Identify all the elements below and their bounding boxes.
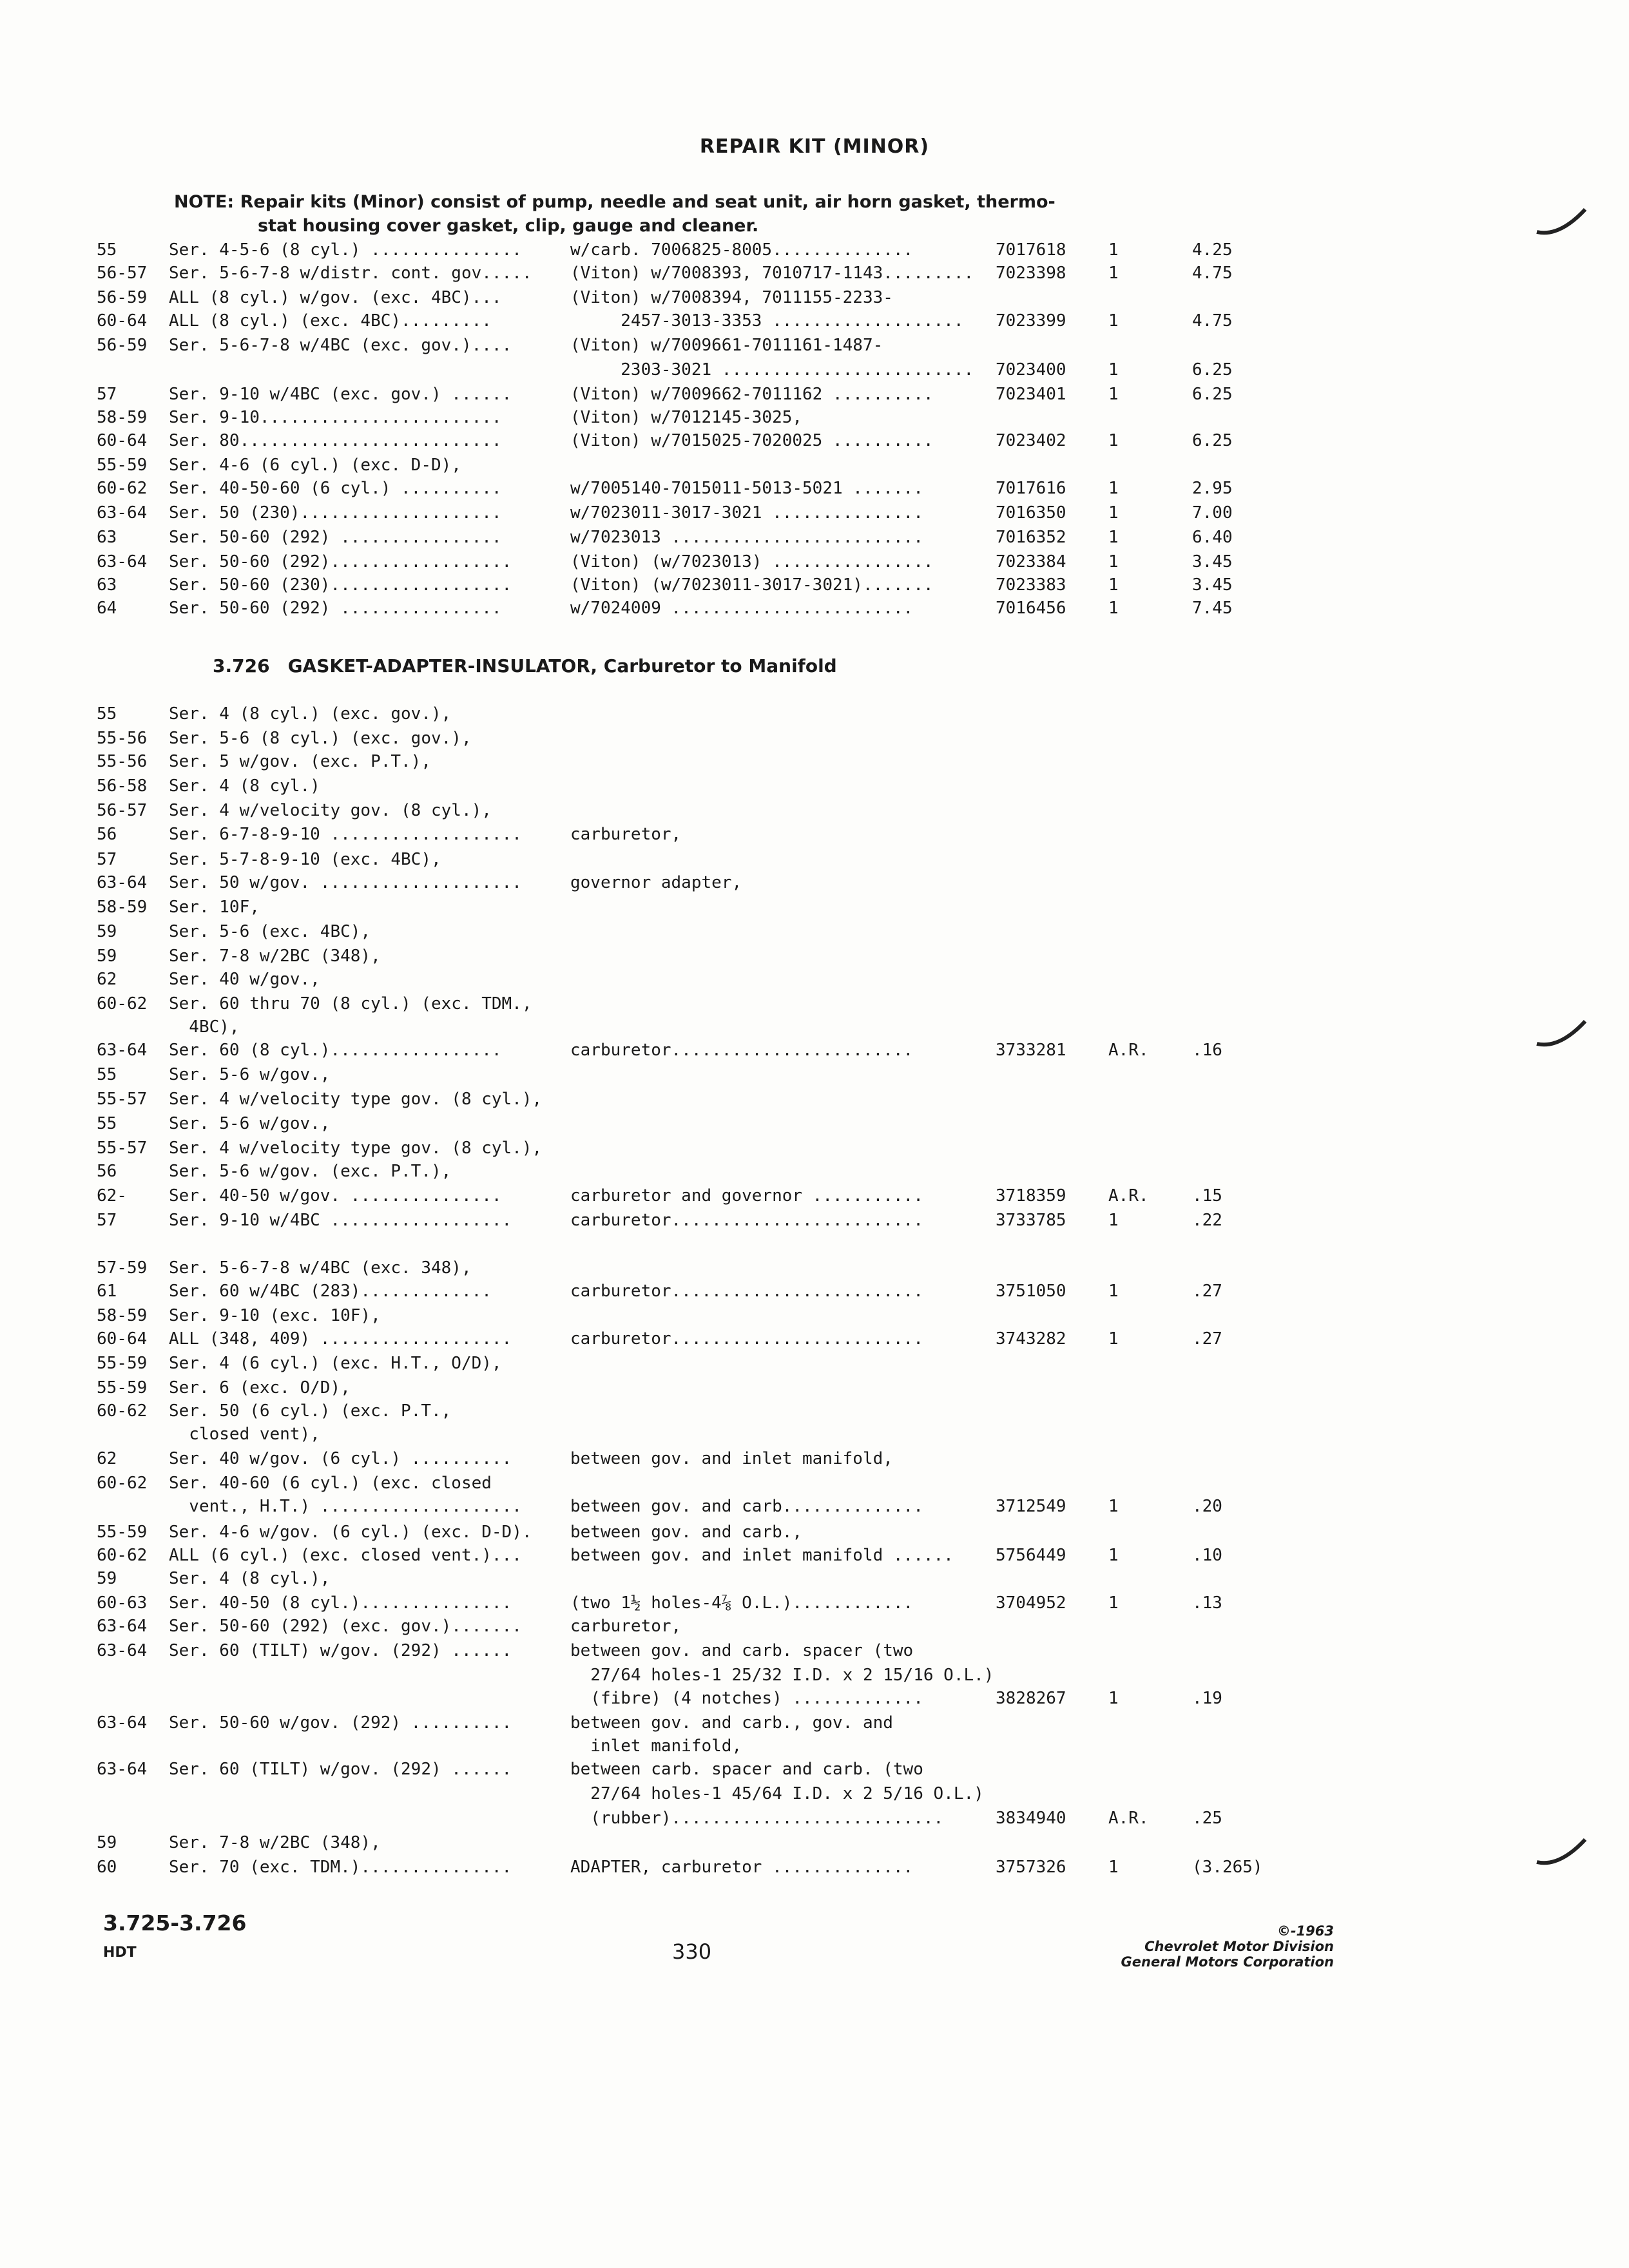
- table-row: [0, 1256, 1629, 1280]
- part-number-cell: 7016350: [996, 503, 1066, 523]
- table-row: [0, 727, 1629, 751]
- table-row: [0, 1664, 1629, 1687]
- year-cell: 55-59: [97, 1378, 148, 1398]
- application-cell: ALL (6 cyl.) (exc. closed vent.)...: [169, 1546, 522, 1565]
- year-cell: 58-59: [97, 898, 148, 917]
- part-number-cell: 3751050: [996, 1282, 1066, 1301]
- year-cell: 56-57: [97, 801, 148, 820]
- page-number: 330: [672, 1939, 712, 1964]
- part-number-cell: 3704952: [996, 1593, 1066, 1613]
- price-cell: 3.45: [1192, 552, 1233, 572]
- price-cell: .27: [1192, 1329, 1222, 1349]
- application-cell: Ser. 5-6 (exc. 4BC),: [169, 922, 371, 941]
- table-row: [0, 1063, 1629, 1087]
- year-cell: 60-62: [97, 1546, 148, 1565]
- application-cell: Ser. 80..........................: [169, 431, 502, 450]
- description-cell: 2303-3021 .........................: [570, 360, 974, 380]
- year-cell: 56-59: [97, 288, 148, 307]
- part-number-cell: 7016456: [996, 599, 1066, 618]
- description-cell: w/7005140-7015011-5013-5021 .......: [570, 479, 923, 498]
- year-cell: 60-62: [97, 1474, 148, 1493]
- year-cell: 59: [97, 1569, 117, 1588]
- quantity-cell: 1: [1108, 240, 1119, 260]
- year-cell: 63: [97, 575, 117, 595]
- quantity-cell: 1: [1108, 360, 1119, 380]
- part-number-cell: 7017616: [996, 479, 1066, 498]
- description-cell: carburetor.........................: [570, 1211, 923, 1230]
- application-cell: Ser. 60 (TILT) w/gov. (292) ......: [169, 1760, 512, 1779]
- price-cell: 4.75: [1192, 264, 1233, 283]
- application-cell: Ser. 5-6 w/gov. (exc. P.T.),: [169, 1162, 452, 1181]
- price-cell: 3.45: [1192, 575, 1233, 595]
- year-cell: 62-: [97, 1186, 127, 1206]
- year-cell: 63-64: [97, 1713, 148, 1733]
- application-cell: Ser. 40 w/gov.,: [169, 970, 320, 989]
- price-cell: 7.00: [1192, 503, 1233, 523]
- quantity-cell: A.R.: [1108, 1186, 1149, 1206]
- year-cell: 61: [97, 1282, 117, 1301]
- year-cell: 63-64: [97, 1041, 148, 1060]
- table-row: [0, 799, 1629, 823]
- application-cell: Ser. 5-6 w/gov.,: [169, 1065, 331, 1084]
- year-cell: 55-56: [97, 752, 148, 771]
- quantity-cell: A.R.: [1108, 1809, 1149, 1828]
- application-cell: Ser. 50-60 (292) ................: [169, 599, 502, 618]
- table-row: [0, 1423, 1629, 1446]
- table-row: [0, 1711, 1629, 1735]
- quantity-cell: 1: [1108, 431, 1119, 450]
- year-cell: 55-59: [97, 456, 148, 475]
- quantity-cell: 1: [1108, 385, 1119, 404]
- year-cell: 60-62: [97, 1401, 148, 1421]
- year-cell: 58-59: [97, 408, 148, 427]
- description-cell: (rubber)...........................: [570, 1809, 944, 1828]
- quantity-cell: 1: [1108, 1329, 1119, 1349]
- application-cell: Ser. 50-60 (292) (exc. gov.).......: [169, 1617, 522, 1636]
- year-cell: 62: [97, 1449, 117, 1468]
- table-row: [0, 1039, 1629, 1062]
- description-cell: w/carb. 7006825-8005..............: [570, 240, 914, 260]
- application-cell: ALL (8 cyl.) w/gov. (exc. 4BC)...: [169, 288, 502, 307]
- year-cell: 55-57: [97, 1139, 148, 1158]
- year-cell: 60-62: [97, 994, 148, 1014]
- table-row: [0, 774, 1629, 798]
- table-row: [0, 1447, 1629, 1471]
- price-cell: 4.25: [1192, 240, 1233, 260]
- year-cell: 56-59: [97, 336, 148, 355]
- description-cell: w/7023011-3017-3021 ...............: [570, 503, 923, 523]
- quantity-cell: 1: [1108, 552, 1119, 572]
- application-cell: Ser. 40-60 (6 cyl.) (exc. closed: [169, 1474, 492, 1493]
- table-row: [0, 1735, 1629, 1758]
- application-cell: Ser. 50 (6 cyl.) (exc. P.T.,: [169, 1401, 452, 1421]
- binding-hook-mark: [1534, 1836, 1592, 1869]
- year-cell: 63-64: [97, 873, 148, 892]
- year-cell: 63-64: [97, 1641, 148, 1660]
- description-cell: (Viton) w/7008394, 7011155-2233-: [570, 288, 893, 307]
- description-cell: between gov. and carb., gov. and: [570, 1713, 893, 1733]
- application-cell: Ser. 7-8 w/2BC (348),: [169, 1833, 381, 1852]
- application-cell: Ser. 50-60 (292)..................: [169, 552, 512, 572]
- year-cell: 57: [97, 385, 117, 404]
- application-cell: Ser. 50 (230)....................: [169, 503, 502, 523]
- quantity-cell: 1: [1108, 599, 1119, 618]
- footer-code: 3.725-3.726: [103, 1910, 247, 1936]
- application-cell: Ser. 60 w/4BC (283).............: [169, 1282, 492, 1301]
- table-row: [0, 848, 1629, 872]
- price-cell: 4.75: [1192, 311, 1233, 331]
- application-cell: Ser. 50-60 (292) ................: [169, 528, 502, 547]
- year-cell: 59: [97, 947, 117, 966]
- table-row: [0, 1758, 1629, 1782]
- description-cell: 27/64 holes-1 45/64 I.D. x 2 5/16 O.L.): [570, 1784, 984, 1803]
- price-cell: .16: [1192, 1041, 1222, 1060]
- description-cell: carburetor,: [570, 825, 682, 844]
- description-cell: (Viton) (w/7023013) ................: [570, 552, 934, 572]
- application-cell: Ser. 5-6-7-8 w/4BC (exc. gov.)....: [169, 336, 512, 355]
- table-row: [0, 1184, 1629, 1208]
- description-cell: between gov. and carb..............: [570, 1497, 923, 1516]
- table-row: [0, 1327, 1629, 1351]
- quantity-cell: 1: [1108, 264, 1119, 283]
- description-cell: inlet manifold,: [570, 1736, 742, 1756]
- application-cell: Ser. 9-10 w/4BC ..................: [169, 1211, 512, 1230]
- application-cell: Ser. 10F,: [169, 898, 260, 917]
- description-cell: between gov. and inlet manifold,: [570, 1449, 893, 1468]
- year-cell: 55: [97, 240, 117, 260]
- table-row: [0, 1112, 1629, 1136]
- description-cell: (Viton) w/7009661-7011161-1487-: [570, 336, 883, 355]
- application-cell: Ser. 7-8 w/2BC (348),: [169, 947, 381, 966]
- description-cell: (Viton) w/7008393, 7010717-1143.........: [570, 264, 974, 283]
- year-cell: 60-64: [97, 431, 148, 450]
- table-row: [0, 896, 1629, 919]
- footer-section-code: [103, 1910, 246, 1961]
- year-cell: 63-64: [97, 552, 148, 572]
- application-cell: Ser. 4 w/velocity gov. (8 cyl.),: [169, 801, 492, 820]
- quantity-cell: A.R.: [1108, 1041, 1149, 1060]
- part-number-cell: 7023398: [996, 264, 1066, 283]
- price-cell: .19: [1192, 1689, 1222, 1708]
- year-cell: 62: [97, 970, 117, 989]
- year-cell: 63-64: [97, 1617, 148, 1636]
- part-number-cell: 3757326: [996, 1858, 1066, 1877]
- year-cell: 63-64: [97, 503, 148, 523]
- quantity-cell: 1: [1108, 575, 1119, 595]
- price-cell: .15: [1192, 1186, 1222, 1206]
- year-cell: 57-59: [97, 1258, 148, 1278]
- application-cell: 4BC),: [169, 1017, 240, 1037]
- year-cell: 55: [97, 1114, 117, 1133]
- year-cell: 56-58: [97, 776, 148, 796]
- year-cell: 56: [97, 1162, 117, 1181]
- year-cell: 59: [97, 922, 117, 941]
- year-cell: 63: [97, 528, 117, 547]
- part-number-cell: 3712549: [996, 1497, 1066, 1516]
- application-cell: Ser. 60 thru 70 (8 cyl.) (exc. TDM.,: [169, 994, 532, 1014]
- price-cell: .20: [1192, 1497, 1222, 1516]
- application-cell: Ser. 4 (6 cyl.) (exc. H.T., O/D),: [169, 1354, 502, 1373]
- application-cell: Ser. 60 (8 cyl.).................: [169, 1041, 502, 1060]
- table-row: [0, 992, 1629, 1016]
- year-cell: 55-59: [97, 1523, 148, 1542]
- application-cell: Ser. 9-10........................: [169, 408, 502, 427]
- application-cell: Ser. 4-5-6 (8 cyl.) ...............: [169, 240, 522, 260]
- part-number-cell: 3828267: [996, 1689, 1066, 1708]
- table-row: [0, 1304, 1629, 1328]
- quantity-cell: 1: [1108, 1689, 1119, 1708]
- year-cell: 56-57: [97, 264, 148, 283]
- application-cell: Ser. 40-50 w/gov. ...............: [169, 1186, 502, 1206]
- application-cell: Ser. 5-6-7-8 w/distr. cont. gov.....: [169, 264, 532, 283]
- description-cell: carburetor and governor ...........: [570, 1186, 923, 1206]
- table-row: [0, 1591, 1629, 1615]
- application-cell: Ser. 4 (8 cyl.),: [169, 1569, 331, 1588]
- table-row: [0, 871, 1629, 895]
- description-cell: (fibre) (4 notches) .............: [570, 1689, 923, 1708]
- description-cell: governor adapter,: [570, 873, 742, 892]
- table-row: [0, 1015, 1629, 1039]
- application-cell: Ser. 5-6-7-8 w/4BC (exc. 348),: [169, 1258, 472, 1278]
- table-row: [0, 702, 1629, 726]
- price-cell: 6.25: [1192, 431, 1233, 450]
- application-cell: Ser. 4 w/velocity type gov. (8 cyl.),: [169, 1090, 543, 1109]
- part-number-cell: 3718359: [996, 1186, 1066, 1206]
- part-number-cell: 7016352: [996, 528, 1066, 547]
- year-cell: 59: [97, 1833, 117, 1852]
- table-row: [0, 1137, 1629, 1160]
- footer-sub: HDT: [103, 1945, 137, 1961]
- table-row: [0, 823, 1629, 847]
- part-number-cell: 7023384: [996, 552, 1066, 572]
- part-number-cell: 7023401: [996, 385, 1066, 404]
- table-row: [0, 1521, 1629, 1544]
- application-cell: Ser. 6-7-8-9-10 ...................: [169, 825, 522, 844]
- part-number-cell: 7023399: [996, 311, 1066, 331]
- year-cell: 64: [97, 599, 117, 618]
- note-label: NOTE:: [174, 192, 235, 212]
- table-row: [0, 1567, 1629, 1591]
- year-cell: 58-59: [97, 1306, 148, 1325]
- quantity-cell: 1: [1108, 1858, 1119, 1877]
- footer-division: Chevrolet Motor Division: [1144, 1939, 1334, 1954]
- part-number-cell: 7023383: [996, 575, 1066, 595]
- description-cell: between gov. and carb.,: [570, 1523, 803, 1542]
- application-cell: Ser. 40 w/gov. (6 cyl.) ..........: [169, 1449, 512, 1468]
- description-cell: carburetor,: [570, 1617, 682, 1636]
- year-cell: 57: [97, 1211, 117, 1230]
- part-number-cell: 3733281: [996, 1041, 1066, 1060]
- description-cell: (Viton) w/7015025-7020025 ..........: [570, 431, 934, 450]
- binding-hook-mark: [1534, 1018, 1592, 1050]
- part-number-cell: 7023400: [996, 360, 1066, 380]
- description-cell: ADAPTER, carburetor ..............: [570, 1858, 914, 1877]
- table-row: [0, 1209, 1629, 1233]
- part-number-cell: 3834940: [996, 1809, 1066, 1828]
- price-cell: 2.95: [1192, 479, 1233, 498]
- table-row: [0, 1376, 1629, 1400]
- table-row: [0, 945, 1629, 968]
- footer-corp: General Motors Corporation: [1121, 1954, 1334, 1970]
- year-cell: 55-56: [97, 729, 148, 748]
- application-cell: Ser. 5-7-8-9-10 (exc. 4BC),: [169, 850, 441, 869]
- year-cell: 55-57: [97, 1090, 148, 1109]
- price-cell: 6.25: [1192, 360, 1233, 380]
- application-cell: Ser. 4-6 w/gov. (6 cyl.) (exc. D-D).: [169, 1523, 532, 1542]
- table-row: [0, 968, 1629, 992]
- description-cell: w/7024009 ........................: [570, 599, 914, 618]
- table-row: [0, 1807, 1629, 1831]
- application-cell: Ser. 5 w/gov. (exc. P.T.),: [169, 752, 431, 771]
- application-cell: Ser. 4 (8 cyl.) (exc. gov.),: [169, 704, 452, 724]
- description-cell: between gov. and inlet manifold ......: [570, 1546, 954, 1565]
- year-cell: 55-59: [97, 1354, 148, 1373]
- year-cell: 57: [97, 850, 117, 869]
- footer-copyright: ©-1963: [1277, 1923, 1334, 1939]
- application-cell: vent., H.T.) ....................: [169, 1497, 522, 1516]
- year-cell: 60-64: [97, 311, 148, 331]
- price-cell: 6.25: [1192, 385, 1233, 404]
- year-cell: 55: [97, 1065, 117, 1084]
- price-cell: .27: [1192, 1282, 1222, 1301]
- application-cell: Ser. 40-50-60 (6 cyl.) ..........: [169, 479, 502, 498]
- year-cell: 60-62: [97, 479, 148, 498]
- footer-publisher: [1121, 1923, 1334, 1970]
- table-row: [0, 1088, 1629, 1111]
- table-row: [0, 1399, 1629, 1423]
- year-cell: 55: [97, 704, 117, 724]
- application-cell: ALL (8 cyl.) (exc. 4BC).........: [169, 311, 492, 331]
- table-row: [0, 1280, 1629, 1303]
- application-cell: Ser. 50-60 (230)..................: [169, 575, 512, 595]
- table-row: [0, 1856, 1629, 1879]
- quantity-cell: 1: [1108, 528, 1119, 547]
- description-cell: carburetor.........................: [570, 1282, 923, 1301]
- note-line-1: Repair kits (Minor) consist of pump, needle and seat unit, air horn gasket, thermo-: [240, 192, 1055, 212]
- table-row: [0, 920, 1629, 944]
- price-cell: .25: [1192, 1809, 1222, 1828]
- table-row: [0, 1687, 1629, 1711]
- quantity-cell: 1: [1108, 1282, 1119, 1301]
- quantity-cell: 1: [1108, 503, 1119, 523]
- table-row: [0, 1160, 1629, 1184]
- part-number-cell: 3733785: [996, 1211, 1066, 1230]
- application-cell: Ser. 5-6 (8 cyl.) (exc. gov.),: [169, 729, 472, 748]
- price-cell: 7.45: [1192, 599, 1233, 618]
- price-cell: .22: [1192, 1211, 1222, 1230]
- year-cell: 56: [97, 825, 117, 844]
- year-cell: 63-64: [97, 1760, 148, 1779]
- table-row: [0, 750, 1629, 774]
- price-cell: 6.40: [1192, 528, 1233, 547]
- description-cell: carburetor........................: [570, 1041, 914, 1060]
- description-cell: (two 1½ holes-4⅞ O.L.)............: [570, 1593, 914, 1613]
- application-cell: Ser. 4-6 (6 cyl.) (exc. D-D),: [169, 456, 461, 475]
- quantity-cell: 1: [1108, 1497, 1119, 1516]
- quantity-cell: 1: [1108, 479, 1119, 498]
- description-cell: (Viton) w/7009662-7011162 ..........: [570, 385, 934, 404]
- application-cell: Ser. 70 (exc. TDM.)...............: [169, 1858, 512, 1877]
- description-cell: w/7023013 .........................: [570, 528, 923, 547]
- application-cell: Ser. 4 w/velocity type gov. (8 cyl.),: [169, 1139, 543, 1158]
- part-number-cell: 5756449: [996, 1546, 1066, 1565]
- part-number-cell: 7023402: [996, 431, 1066, 450]
- note-line-2: stat housing cover gasket, clip, gauge and cleaner.: [258, 216, 759, 236]
- part-number-cell: 3743282: [996, 1329, 1066, 1349]
- description-cell: 2457-3013-3353 ...................: [570, 311, 964, 331]
- application-cell: Ser. 50 w/gov. ....................: [169, 873, 522, 892]
- quantity-cell: 1: [1108, 1593, 1119, 1613]
- year-cell: 60-63: [97, 1593, 148, 1613]
- page-title: REPAIR KIT (MINOR): [699, 135, 930, 158]
- description-cell: (Viton) (w/7023011-3017-3021).......: [570, 575, 934, 595]
- table-row: [0, 1831, 1629, 1855]
- description-cell: carburetor.........................: [570, 1329, 923, 1349]
- table-row: [0, 1615, 1629, 1639]
- price-cell: .10: [1192, 1546, 1222, 1565]
- application-cell: Ser. 50-60 w/gov. (292) ..........: [169, 1713, 512, 1733]
- section-number: 3.726: [213, 655, 270, 677]
- application-cell: Ser. 9-10 w/4BC (exc. gov.) ......: [169, 385, 512, 404]
- application-cell: Ser. 9-10 (exc. 10F),: [169, 1306, 381, 1325]
- application-cell: Ser. 4 (8 cyl.): [169, 776, 320, 796]
- binding-hook-mark: [1534, 206, 1592, 238]
- table-row: [0, 1544, 1629, 1568]
- description-cell: between gov. and carb. spacer (two: [570, 1641, 914, 1660]
- quantity-cell: 1: [1108, 1211, 1119, 1230]
- application-cell: closed vent),: [169, 1425, 320, 1444]
- table-row: [0, 1782, 1629, 1806]
- application-cell: Ser. 6 (exc. O/D),: [169, 1378, 351, 1398]
- application-cell: ALL (348, 409) ...................: [169, 1329, 512, 1349]
- application-cell: Ser. 5-6 w/gov.,: [169, 1114, 331, 1133]
- section-title: GASKET-ADAPTER-INSULATOR, Carburetor to Manifold: [287, 655, 837, 677]
- part-number-cell: 7017618: [996, 240, 1066, 260]
- quantity-cell: 1: [1108, 1546, 1119, 1565]
- description-cell: between carb. spacer and carb. (two: [570, 1760, 923, 1779]
- application-cell: Ser. 40-50 (8 cyl.)...............: [169, 1593, 512, 1613]
- table-row: [0, 1495, 1629, 1519]
- year-cell: 60: [97, 1858, 117, 1877]
- year-cell: 60-64: [97, 1329, 148, 1349]
- price-cell: .13: [1192, 1593, 1222, 1613]
- description-cell: (Viton) w/7012145-3025,: [570, 408, 803, 427]
- description-cell: 27/64 holes-1 25/32 I.D. x 2 15/16 O.L.): [570, 1666, 994, 1685]
- quantity-cell: 1: [1108, 311, 1119, 331]
- price-cell: (3.265): [1192, 1858, 1263, 1877]
- table-row: [0, 1472, 1629, 1495]
- application-cell: Ser. 60 (TILT) w/gov. (292) ......: [169, 1641, 512, 1660]
- table-row: [0, 1639, 1629, 1663]
- table-row: [0, 1352, 1629, 1376]
